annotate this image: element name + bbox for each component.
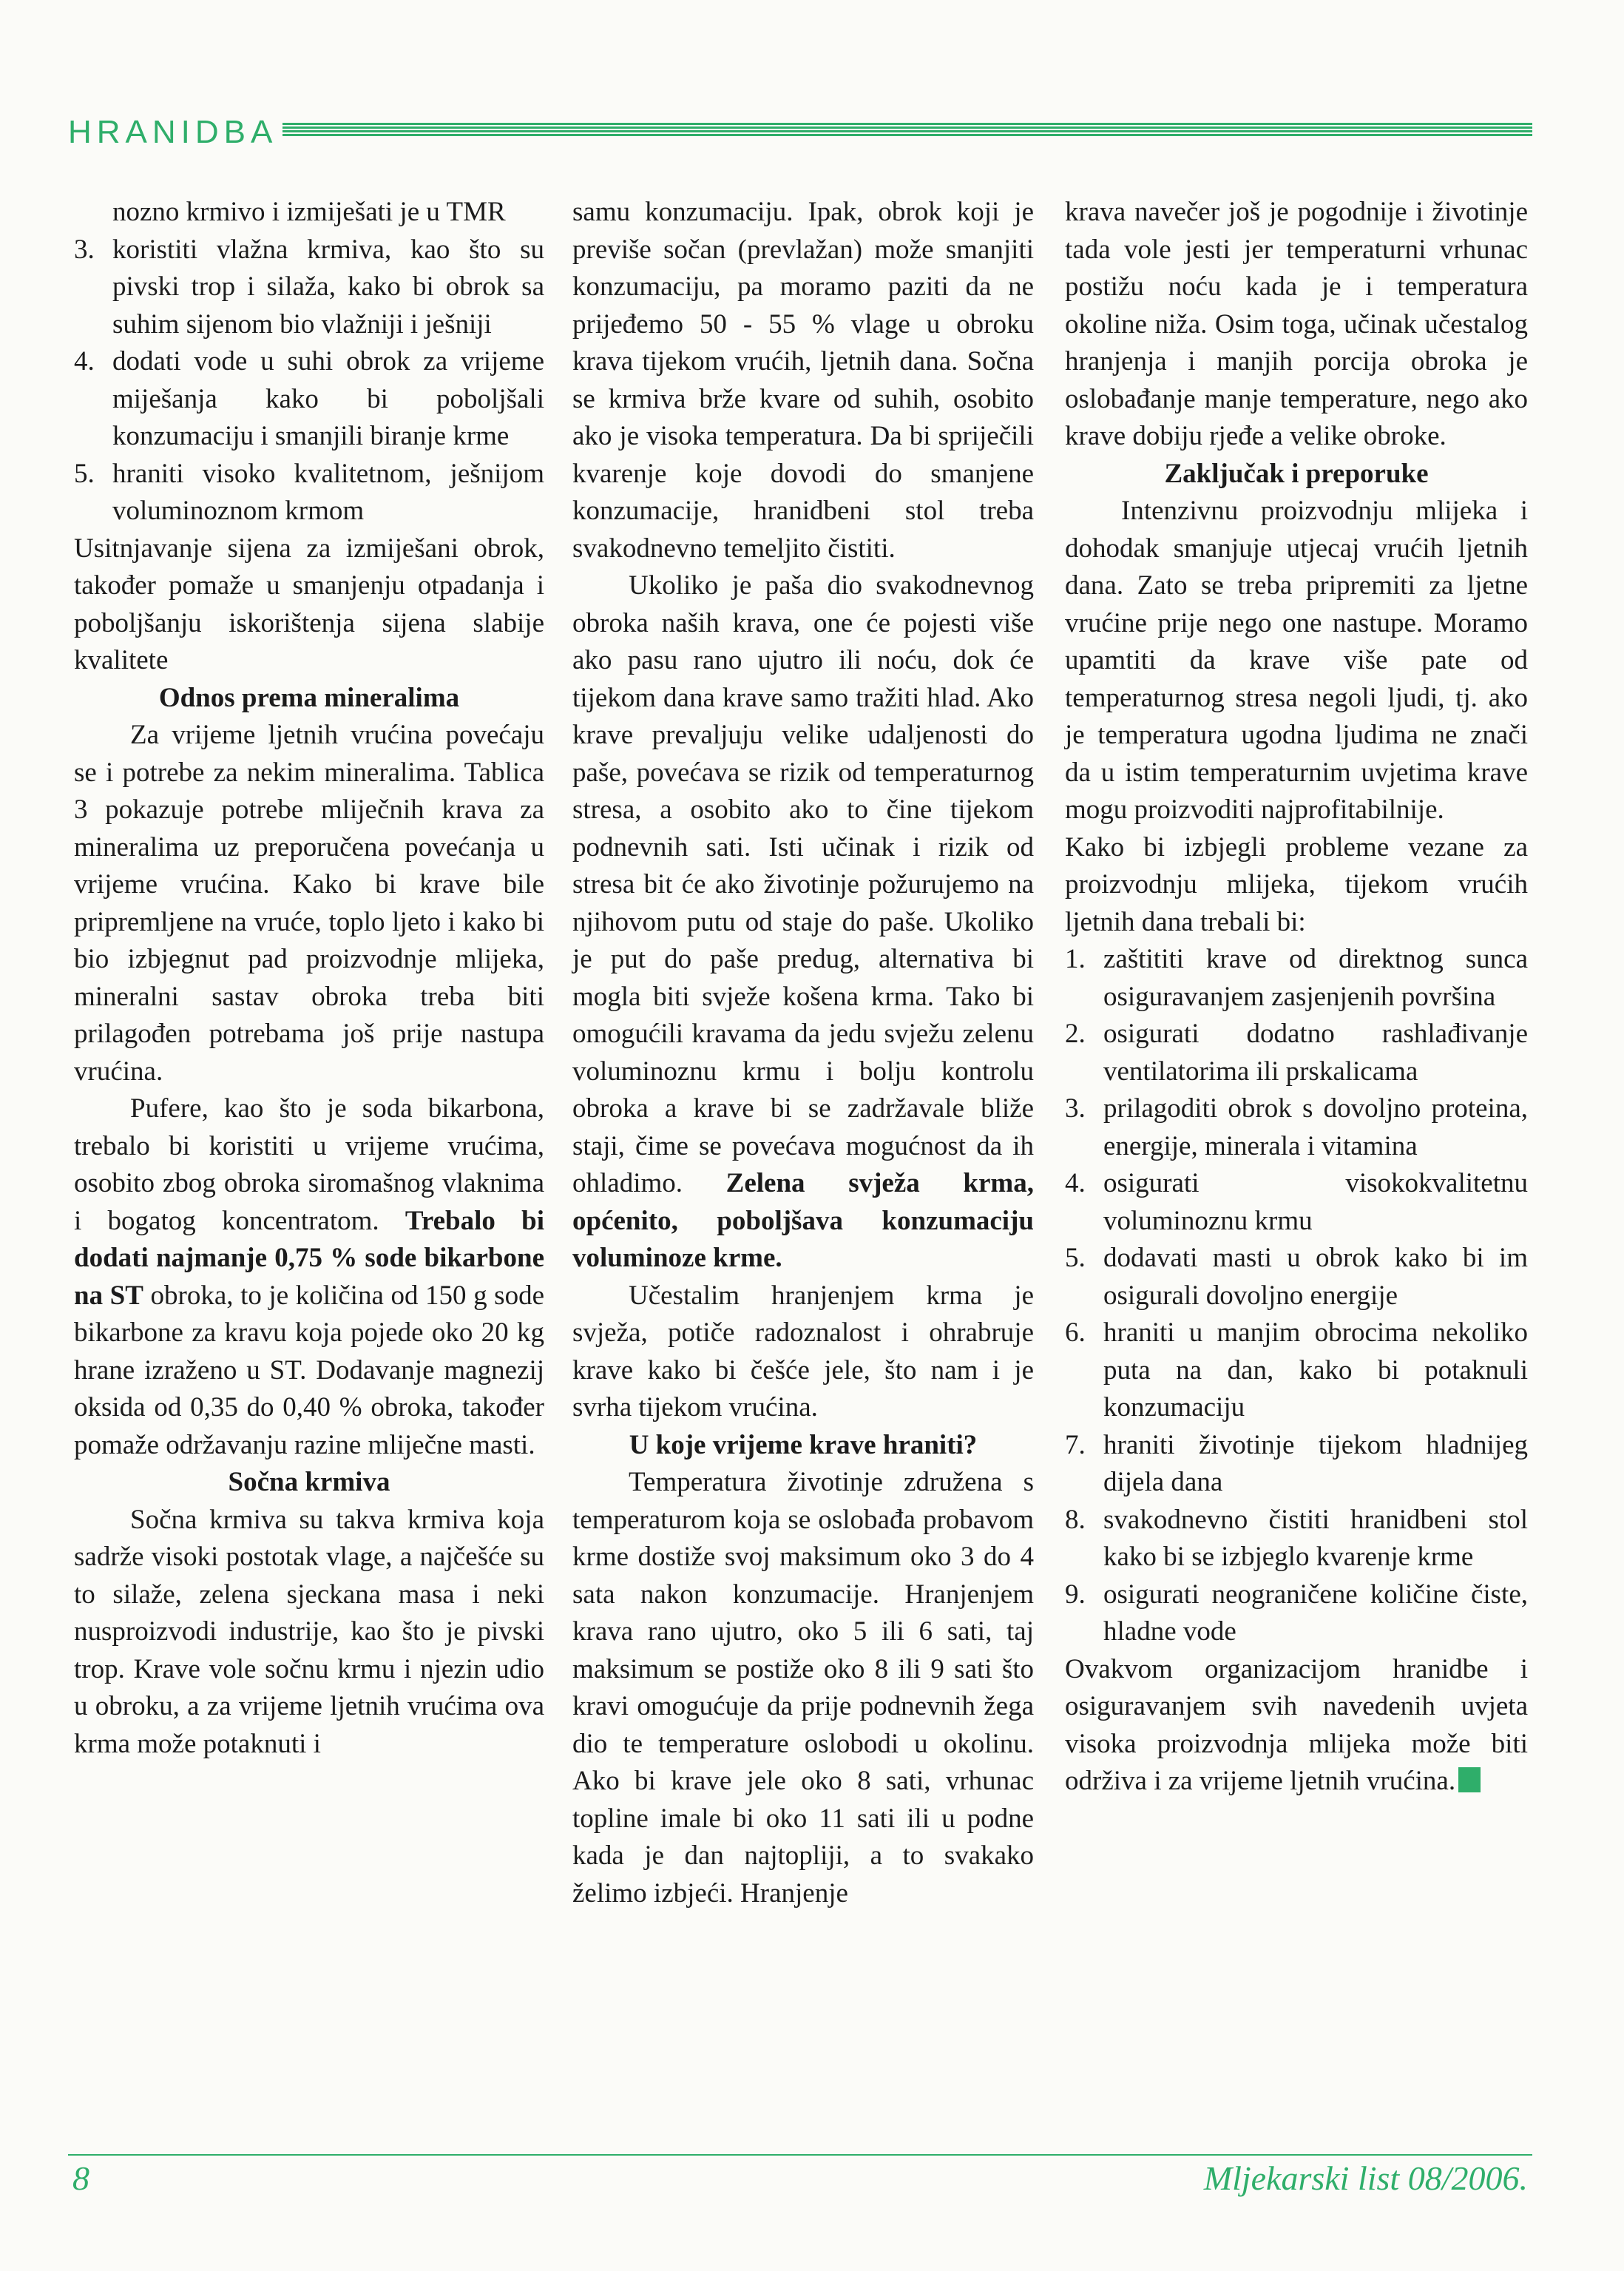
list-number: 4. <box>1065 1168 1086 1198</box>
list-number: 3. <box>1065 1093 1086 1124</box>
paragraph-minerali: Za vrijeme ljetnih vrućina povećaju se i potrebe za nekim mineralima. Tablica 3 pokazuje potrebe mliječnih krava za mineralima uz preporučena povećanja u vrijeme vrućina. Kako bi krave bile pripremljene na vruće, toplo ljeto i kako bi bio izbjegnut pad proizvodnje mlijeka, mineralni sastav obroka treba biti prilagođen potrebama još prije nastupa vrućina. <box>74 720 544 1087</box>
footer-rule <box>68 2154 1532 2156</box>
list-number: 3. <box>74 234 95 265</box>
list-text: koristiti vlažna krmiva, kao što su pivski trop i silaža, kako bi obrok sa suhim sijenom bio vlažniji i ješniji <box>112 234 544 340</box>
paragraph-konzumacija: samu konzumaciju. Ipak, obrok koji je previše sočan (prevlažan) može smanjiti konzumaciju, pa moramo paziti da ne prijeđemo 50 - 55 % vlage u obroku krava tijekom vrućih, ljetnih dana. Sočna se krmiva brže kvare od suhih, osobito ako je visoka temperatura. Da bi spriječili kvarenje koje dovodi do smanjene konzumacije, hranidbeni stol treba svakodnevno temeljito čistiti. <box>572 197 1034 564</box>
heading-zakljucak: Zaključak i preporuke <box>1164 458 1429 489</box>
paragraph-pufere <box>74 1090 544 1464</box>
list-item <box>1065 1427 1528 1502</box>
list-item <box>1065 1090 1528 1165</box>
list-continuation: nozno krmivo i izmiješati je u TMR <box>112 197 506 227</box>
list-number: 4. <box>74 346 95 377</box>
list-number: 5. <box>74 458 95 489</box>
pasa-text: Ukoliko je paša dio svakodnevnog obroka naših krava, one će pojesti više ako pasu rano ujutro ili noću, dok će tijekom dana krave samo tražiti hlad. Ako krave prevaljuju velike udaljenosti do paše, povećava se rizik od temperaturnog stresa, a osobito ako to čine tijekom podnevnih sati. Isti učinak i rizik od stresa bit će ako životinje požurujemo na njihovom putu od staje do paše. Ukoliko je put do paše predug, alternativa bi mogla biti svježe košena krma. Tako bi omogućili kravama da jedu svježu zelenu voluminoznu krmu i bolju kontrolu obroka a krave bi se zadržavale bliže staji, čime se povećava mogućnost da ih ohladimo. <box>572 570 1034 1198</box>
list-item <box>1065 1576 1528 1651</box>
pasa-emphasis: Zelena svježa krma, općenito, poboljšava konzumaciju voluminoze krme. <box>572 1168 1034 1273</box>
list-text: dodavati masti u obrok kako bi im osigurali dovoljno energije <box>1103 1243 1528 1311</box>
section-header <box>68 109 1532 154</box>
list-text: hraniti životinje tijekom hladnijeg dijela dana <box>1103 1429 1528 1497</box>
pufere-emphasis: Trebalo bi dodati najmanje 0,75 % sode bikarbone na ST <box>74 1205 544 1311</box>
list-item <box>1065 1016 1528 1090</box>
list-text: osigurati visokokvalitetnu voluminoznu krmu <box>1103 1168 1528 1236</box>
list-number: 9. <box>1065 1579 1086 1610</box>
list-item <box>74 232 544 344</box>
paragraph-ucestalim: Učestalim hranjenjem krma je svježa, potiče radoznalost i ohrabruje krave kako bi češće jele, što nam i je svrha tijekom vrućina. <box>572 1280 1034 1423</box>
paragraph-kako-izbjegli: Kako bi izbjegli probleme vezane za proizvodnju mlijeka, tijekom vrućih ljetnih dana trebali bi: <box>1065 831 1528 937</box>
heading-minerali: Odnos prema mineralima <box>158 682 460 713</box>
page-number: 8 <box>72 2159 89 2197</box>
list-text: hraniti visoko kvalitetnom, ješnijom voluminoznom krmom <box>112 458 544 526</box>
paragraph-zakljucno <box>1065 1651 1528 1801</box>
list-text: osigurati neograničene količine čiste, hladne vode <box>1103 1579 1528 1647</box>
list-number: 5. <box>1065 1243 1086 1273</box>
paragraph-pasa <box>572 567 1034 1278</box>
pufere-text-c: obroka, to je količina od 150 g sode bikarbone za kravu koja pojede oko 20 kg hrane izraženo u ST. Dodavanje magnezij oksida od 0,35 do 0,40 % obroka, također pomaže održavanju razine mliječne masti. <box>74 1280 545 1460</box>
list-number: 7. <box>1065 1429 1086 1460</box>
end-mark-icon <box>1458 1767 1481 1792</box>
section-label: HRANIDBA <box>68 114 278 150</box>
list-number: 2. <box>1065 1019 1086 1049</box>
list-number: 1. <box>1065 944 1086 974</box>
paragraph-navecer: krava navečer još je pogodnije i životinje tada vole jesti jer temperaturni vrhunac postižu noću kada je i temperatura okoline niža. Osim toga, učinak učestalog hranjenja i manjih porcija obroka je oslobađanje manje temperature, nego ako krave dobiju rjeđe a velike obroke. <box>1065 197 1528 451</box>
list-item <box>1065 1315 1528 1427</box>
paragraph-usitnjavanje: Usitnjavanje sijena za izmiješani obrok, također pomaže u smanjenju otpadanja i poboljšanju iskorištenja sijena slabije kvalitete <box>74 533 544 675</box>
list-item <box>1065 941 1528 1016</box>
heading-socna-krmiva: Sočna krmiva <box>228 1467 390 1497</box>
heading-kada-hraniti: U koje vrijeme krave hraniti? <box>629 1429 978 1460</box>
list-item <box>1065 1240 1528 1315</box>
paragraph-intenzivnu: Intenzivnu proizvodnju mlijeka i dohodak smanjuje utjecaj vrućih ljetnih dana. Zato se treba pripremiti za ljetne vrućine prije nego one nastupe. Moramo upamtiti da krave više pate od temperaturnog stresa negoli ljudi, tj. ako je temperatura ugodna ljudima ne znači da u istim temperaturnim uvjetima krave mogu proizvoditi najprofitabilnije. <box>1065 496 1528 825</box>
publication-info: Mljekarski list 08/2006. <box>1203 2159 1528 2197</box>
list-number: 6. <box>1065 1317 1086 1348</box>
list-item <box>74 343 544 456</box>
column-2 <box>572 194 1034 1912</box>
list-text: osigurati dodatno rashlađivanje ventilatorima ili prskalicama <box>1103 1019 1528 1087</box>
column-1 <box>74 194 544 1763</box>
list-text: svakodnevno čistiti hranidbeni stol kako bi se izbjeglo kvarenje krme <box>1103 1504 1528 1572</box>
list-text: prilagoditi obrok s dovoljno proteina, energije, minerala i vitamina <box>1103 1093 1528 1161</box>
list-item <box>1065 1502 1528 1576</box>
list-text: hraniti u manjim obrocima nekoliko puta na dan, kako bi potaknuli konzumaciju <box>1103 1317 1528 1423</box>
column-3 <box>1065 194 1528 1801</box>
list-item <box>74 456 544 530</box>
pufere-text-a: Pufere, kao što je soda bikarbona, trebalo bi koristiti u vrijeme vrućima, osobito zbog obroka siromašnog vlaknima i bogatog koncentratom. <box>74 1093 544 1236</box>
final-text: Ovakvom organizacijom hranidbe i osiguravanjem svih navedenih uvjeta visoka proizvodnja mlijeka može biti održiva i za vrijeme ljetnih vrućina. <box>1065 1653 1528 1796</box>
paragraph-temperatura: Temperatura životinje združena s temperaturom koja se oslobađa probavom krme dostiže svoj maksimum oko 3 do 4 sata nakon konzumacije. Hranjenjem krava rano ujutro, oko 5 ili 6 sati, taj maksimum se postiže oko 8 ili 9 sati što kravi omogućuje da prije podnevnih žega dio te temperature oslobodi u okolinu. Ako bi krave jele oko 8 sati, vrhunac topline imale bi oko 11 sati ili u podne kada je dan najtopliji, a to svakako želimo izbjeći. Hranjenje <box>572 1467 1034 1909</box>
list-number: 8. <box>1065 1504 1086 1535</box>
paragraph-socna-krmiva: Sočna krmiva su takva krmiva koja sadrže visoki postotak vlage, a najčešće su to silaže, zelena sjeckana masa i neki nusproizvodi industrije, kao što je pivski trop. Krave vole sočnu krmu i njezin udio u obroku, a za vrijeme ljetnih vrućima ova krma može potaknuti i <box>74 1504 544 1759</box>
list-text: zaštititi krave od direktnog sunca osiguravanjem zasjenjenih površina <box>1103 944 1528 1012</box>
header-rule <box>282 123 1532 138</box>
list-text: dodati vode u suhi obrok za vrijeme miješanja kako bi poboljšali konzumaciju i smanjili biranje krme <box>112 346 544 451</box>
list-item <box>1065 1165 1528 1240</box>
